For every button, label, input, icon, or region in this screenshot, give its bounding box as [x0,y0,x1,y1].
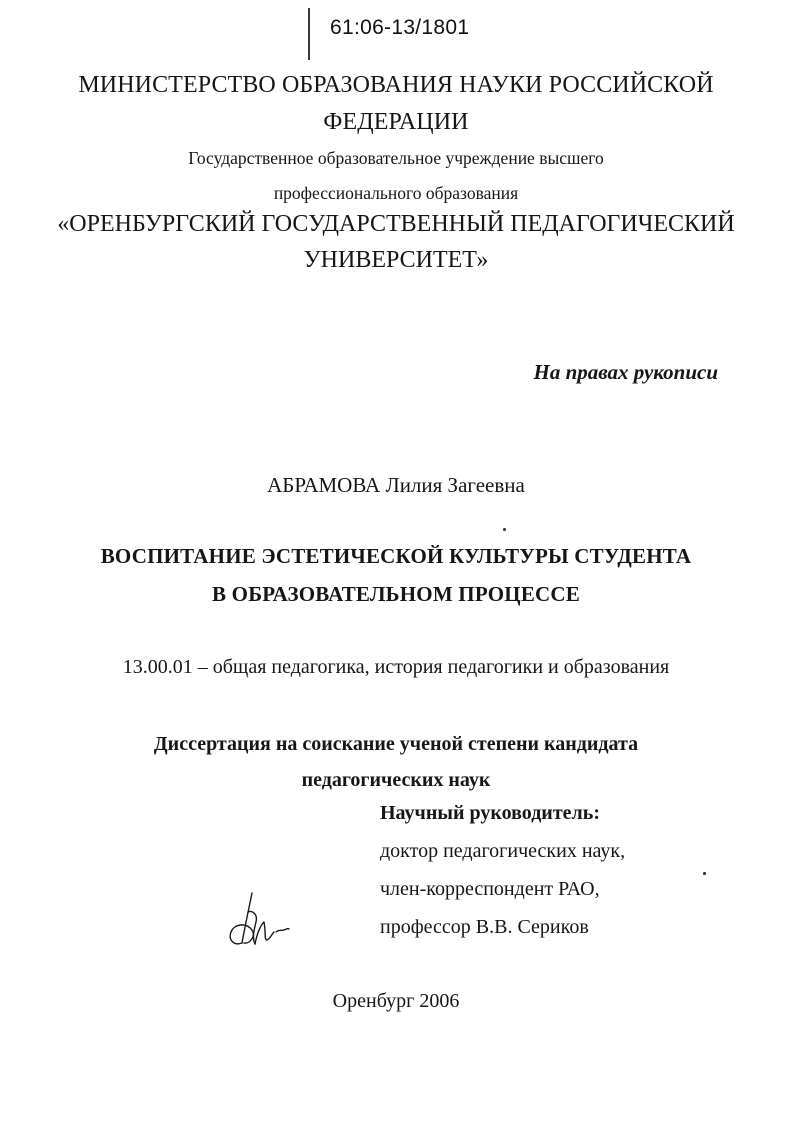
advisor-membership: член-корреспондент РАО, [380,878,600,900]
institution-type-line-1: Государственное образовательное учреждение высшего [188,148,604,168]
university-line-1: «ОРЕНБУРГСКИЙ ГОСУДАРСТВЕННЫЙ ПЕДАГОГИЧЕСКИЙ [57,211,735,237]
dissertation-title-line-2: В ОБРАЗОВАТЕЛЬНОМ ПРОЦЕССЕ [212,582,580,606]
author-name: АБРАМОВА Лилия Загеевна [267,473,525,497]
advisor-name: профессор В.В. Сериков [380,916,589,938]
scan-speck [503,528,506,531]
advisor-block [380,802,625,954]
city-year: Оренбург 2006 [332,990,460,1012]
stamp-rule [308,8,310,60]
advisor-degree: доктор педагогических наук, [380,840,626,862]
degree-line-2: педагогических наук [301,769,491,791]
signature-icon [222,888,308,954]
advisor-label: Научный руководитель: [380,802,600,824]
manuscript-note: На правах рукописи [533,360,718,384]
registration-number: 61:06-13/1801 [330,16,470,39]
specialty-code: 13.00.01 – общая педагогика, история педагогики и образования [122,656,670,678]
ministry-line-1: МИНИСТЕРСТВО ОБРАЗОВАНИЯ НАУКИ РОССИЙСКОЙ [78,72,714,98]
university-line-2: УНИВЕРСИТЕТ» [303,247,489,273]
degree-line-1: Диссертация на соискание ученой степени кандидата [153,733,639,755]
ministry-line-2: ФЕДЕРАЦИИ [323,109,469,135]
scan-speck [703,872,706,875]
dissertation-title-line-1: ВОСПИТАНИЕ ЭСТЕТИЧЕСКОЙ КУЛЬТУРЫ СТУДЕНТА [100,544,692,568]
institution-type-line-2: профессионального образования [273,183,519,203]
